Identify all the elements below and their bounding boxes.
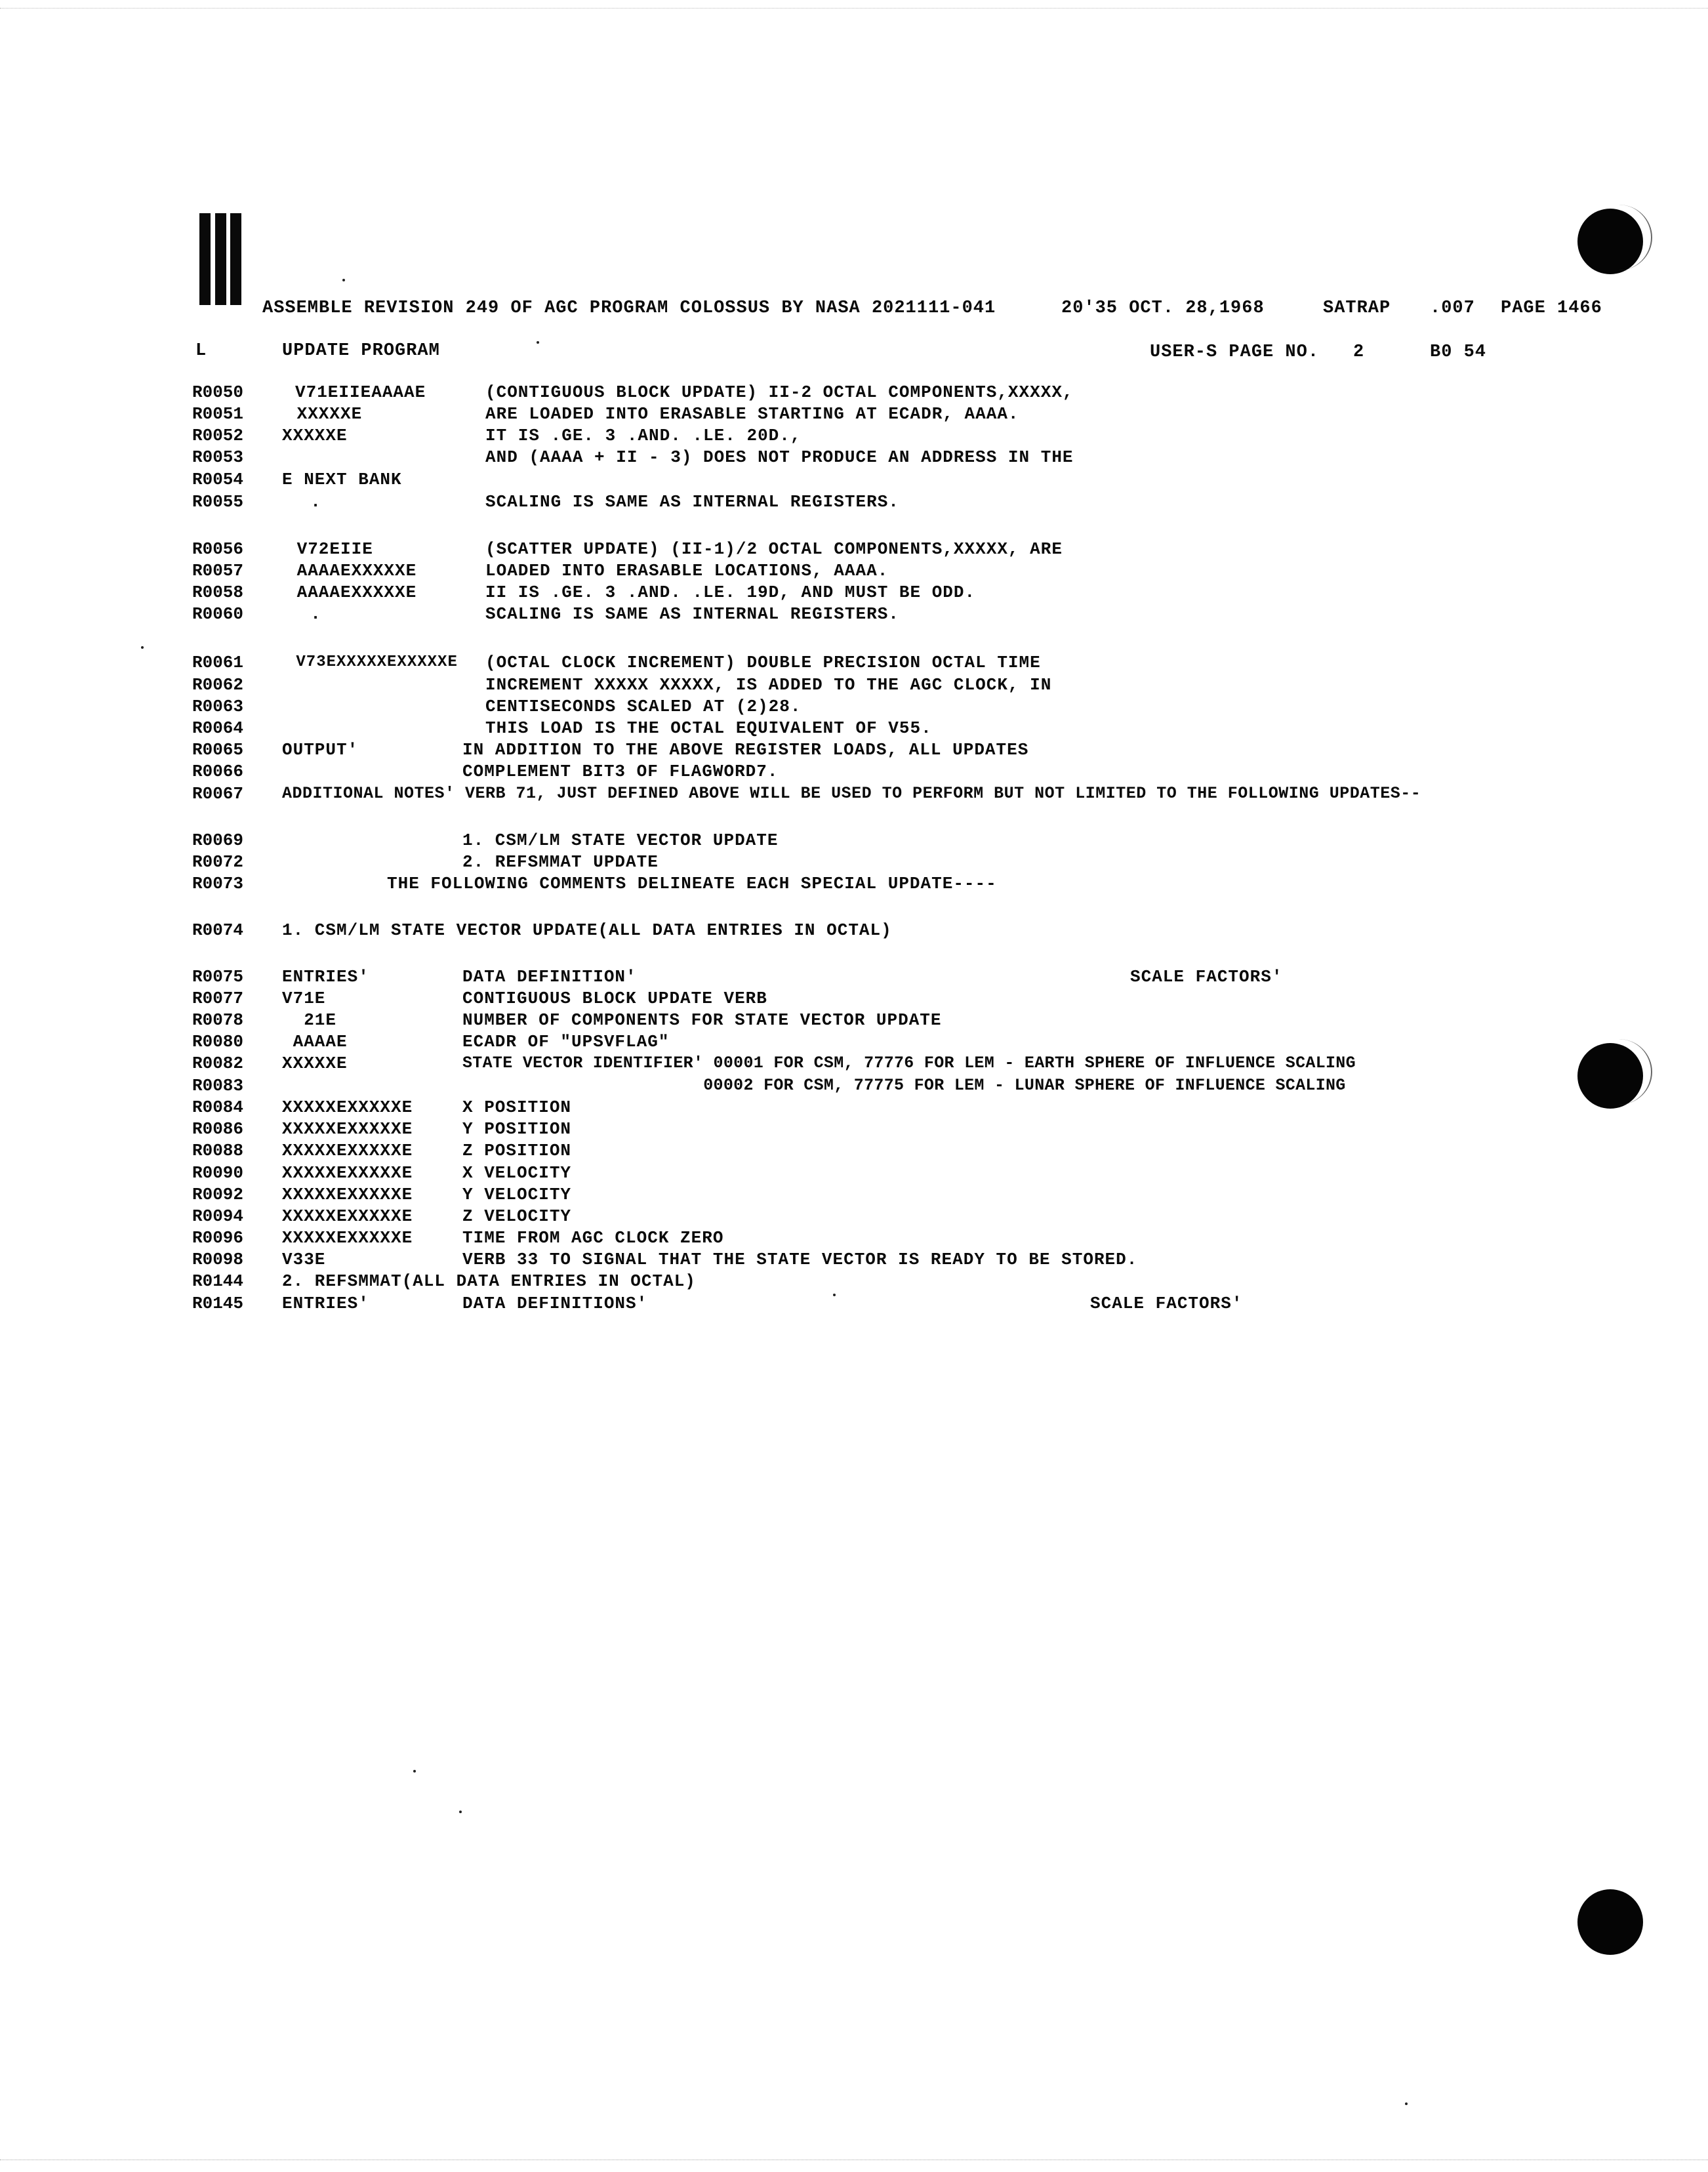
punch-hole-rim	[1585, 1039, 1652, 1105]
sequence-number: R0090	[192, 1163, 244, 1183]
row-label: V71EIIEAAAAE	[295, 382, 426, 402]
sequence-number: R0077	[192, 989, 244, 1008]
row-text: Y VELOCITY	[462, 1185, 572, 1204]
sequence-number: R0058	[192, 583, 244, 602]
punch-hole-bottom	[1577, 1889, 1643, 1955]
row-text: LOADED INTO ERASABLE LOCATIONS, AAAA.	[485, 561, 889, 581]
sequence-number: R0054	[192, 470, 244, 489]
row-text: VERB 33 TO SIGNAL THAT THE STATE VECTOR IS READY TO BE STORED.	[462, 1250, 1138, 1269]
row-label: 1. CSM/LM STATE VECTOR UPDATE(ALL DATA ENTRIES IN OCTAL)	[282, 920, 892, 940]
assembly-title: ASSEMBLE REVISION 249 OF AGC PROGRAM COLOSSUS BY NASA 2021111-041	[262, 298, 996, 318]
row-label: .	[289, 604, 321, 624]
row-text: DATA DEFINITIONS'	[462, 1294, 648, 1313]
sequence-number: R0075	[192, 967, 244, 987]
sequence-number: R0055	[192, 492, 244, 512]
sequence-number: R0067	[192, 784, 244, 804]
row-text: 00002 FOR CSM, 77775 FOR LEM - LUNAR SPHERE OF INFLUENCE SCALING	[462, 1076, 1346, 1095]
row-text: INCREMENT XXXXX XXXXX, IS ADDED TO THE AGC CLOCK, IN	[485, 675, 1052, 695]
row-label: .	[289, 492, 321, 512]
row-label: E NEXT BANK	[282, 470, 402, 489]
row-label: XXXXXEXXXXXE	[282, 1228, 413, 1248]
row-label: XXXXXEXXXXXE	[282, 1141, 413, 1160]
row-label: XXXXXEXXXXXE	[282, 1163, 413, 1183]
row-text: X VELOCITY	[462, 1163, 572, 1183]
row-label: V33E	[282, 1250, 326, 1269]
sequence-number: R0062	[192, 675, 244, 695]
binder-mark	[199, 213, 211, 305]
sequence-number: R0061	[192, 653, 244, 672]
sequence-number: R0078	[192, 1010, 244, 1030]
sequence-number: R0050	[192, 382, 244, 402]
binder-mark	[215, 213, 226, 305]
scale-factors-heading: SCALE FACTORS'	[1130, 967, 1283, 987]
row-label: XXXXXE	[286, 404, 363, 424]
sequence-number: R0098	[192, 1250, 244, 1269]
sequence-number: R0065	[192, 740, 244, 760]
satrap-label: SATRAP	[1323, 298, 1391, 318]
scan-speck	[537, 341, 539, 344]
scale-factors-heading: SCALE FACTORS'	[1090, 1294, 1243, 1313]
row-text: ECADR OF "UPSVFLAG"	[462, 1032, 670, 1052]
scan-speck	[141, 646, 144, 649]
scan-speck	[342, 279, 345, 281]
sequence-number: R0084	[192, 1097, 244, 1117]
scan-speck	[1405, 2102, 1408, 2105]
scan-bottom-edge	[0, 2160, 1708, 2172]
row-text: X POSITION	[462, 1097, 572, 1117]
sequence-number: R0074	[192, 920, 244, 940]
row-label: ENTRIES'	[282, 967, 369, 987]
sequence-number: R0053	[192, 447, 244, 467]
row-label: XXXXXEXXXXXE	[282, 1097, 413, 1117]
scan-speck	[459, 1811, 462, 1813]
row-text: THE FOLLOWING COMMENTS DELINEATE EACH SPECIAL UPDATE----	[387, 874, 997, 893]
row-text: ARE LOADED INTO ERASABLE STARTING AT ECADR, AAAA.	[485, 404, 1019, 424]
row-label: XXXXXEXXXXXE	[282, 1206, 413, 1226]
sequence-number: R0056	[192, 539, 244, 559]
row-text: Z VELOCITY	[462, 1206, 572, 1226]
row-text: (SCATTER UPDATE) (II-1)/2 OCTAL COMPONENTS,XXXXX, ARE	[485, 539, 1063, 559]
row-label: 2. REFSMMAT(ALL DATA ENTRIES IN OCTAL)	[282, 1271, 696, 1291]
row-label: XXXXXEXXXXXE	[282, 1185, 413, 1204]
row-text: 2. REFSMMAT UPDATE	[462, 852, 659, 872]
row-text: SCALING IS SAME AS INTERNAL REGISTERS.	[485, 604, 899, 624]
sequence-number: R0064	[192, 718, 244, 738]
row-text: II IS .GE. 3 .AND. .LE. 19D, AND MUST BE ODD.	[485, 583, 976, 602]
sequence-number: R0073	[192, 874, 244, 893]
row-text: (OCTAL CLOCK INCREMENT) DOUBLE PRECISION OCTAL TIME	[485, 653, 1041, 672]
row-label: ADDITIONAL NOTES' VERB 71, JUST DEFINED ABOVE WILL BE USED TO PERFORM BUT NOT LIMITED TO THE FOLLOWING UPDATES--	[282, 784, 1421, 803]
row-text: CENTISECONDS SCALED AT (2)28.	[485, 697, 802, 716]
row-label: XXXXXE	[282, 1054, 348, 1073]
user-page-number: 2	[1353, 342, 1365, 362]
sequence-number: R0082	[192, 1054, 244, 1073]
row-label: OUTPUT'	[282, 740, 359, 760]
row-label: AAAAEXXXXXE	[286, 583, 417, 602]
listing-marker: L	[195, 341, 207, 361]
sequence-number: R0144	[192, 1271, 244, 1291]
sequence-number: R0060	[192, 604, 244, 624]
user-page-label: USER-S PAGE NO.	[1150, 342, 1320, 362]
row-label: V73EXXXXXEXXXXXE	[286, 653, 458, 671]
section-title: UPDATE PROGRAM	[282, 341, 440, 361]
row-label: V71E	[282, 989, 326, 1008]
binder-mark	[230, 213, 241, 305]
bo-label: B0 54	[1430, 342, 1487, 362]
row-label: V72EIIE	[286, 539, 373, 559]
sequence-number: R0092	[192, 1185, 244, 1204]
sequence-number: R0052	[192, 426, 244, 445]
row-text: DATA DEFINITION'	[462, 967, 637, 987]
row-label: ENTRIES'	[282, 1294, 369, 1313]
scan-speck	[833, 1294, 836, 1296]
version-label: .007	[1430, 298, 1475, 318]
punch-hole-rim	[1585, 205, 1652, 270]
row-text: THIS LOAD IS THE OCTAL EQUIVALENT OF V55.	[485, 718, 932, 738]
sequence-number: R0086	[192, 1119, 244, 1139]
row-label: AAAAEXXXXXE	[286, 561, 417, 581]
sequence-number: R0069	[192, 830, 244, 850]
sequence-number: R0080	[192, 1032, 244, 1052]
row-text: TIME FROM AGC CLOCK ZERO	[462, 1228, 724, 1248]
row-label: AAAAE	[282, 1032, 348, 1052]
sequence-number: R0072	[192, 852, 244, 872]
row-text: CONTIGUOUS BLOCK UPDATE VERB	[462, 989, 767, 1008]
row-text: 1. CSM/LM STATE VECTOR UPDATE	[462, 830, 779, 850]
page-number: PAGE 1466	[1501, 298, 1602, 318]
row-text: IT IS .GE. 3 .AND. .LE. 20D.,	[485, 426, 802, 445]
assembly-timestamp: 20'35 OCT. 28,1968	[1061, 298, 1265, 318]
sequence-number: R0145	[192, 1294, 244, 1313]
row-text: NUMBER OF COMPONENTS FOR STATE VECTOR UPDATE	[462, 1010, 942, 1030]
row-text: Y POSITION	[462, 1119, 572, 1139]
row-label: XXXXXEXXXXXE	[282, 1119, 413, 1139]
sequence-number: R0051	[192, 404, 244, 424]
sequence-number: R0096	[192, 1228, 244, 1248]
sequence-number: R0083	[192, 1076, 244, 1096]
row-label: XXXXXE	[282, 426, 348, 445]
row-text: Z POSITION	[462, 1141, 572, 1160]
sequence-number: R0066	[192, 762, 244, 781]
scan-speck	[413, 1770, 416, 1772]
sequence-number: R0088	[192, 1141, 244, 1160]
row-text: AND (AAAA + II - 3) DOES NOT PRODUCE AN ADDRESS IN THE	[485, 447, 1074, 467]
row-text: STATE VECTOR IDENTIFIER' 00001 FOR CSM, 77776 FOR LEM - EARTH SPHERE OF INFLUENCE SCALING	[462, 1054, 1356, 1073]
scan-top-edge	[0, 0, 1708, 9]
sequence-number: R0063	[192, 697, 244, 716]
sequence-number: R0057	[192, 561, 244, 581]
row-text: (CONTIGUOUS BLOCK UPDATE) II-2 OCTAL COMPONENTS,XXXXX,	[485, 382, 1074, 402]
row-label: 21E	[282, 1010, 337, 1030]
row-text: IN ADDITION TO THE ABOVE REGISTER LOADS, ALL UPDATES	[462, 740, 1029, 760]
row-text: SCALING IS SAME AS INTERNAL REGISTERS.	[485, 492, 899, 512]
sequence-number: R0094	[192, 1206, 244, 1226]
row-text: COMPLEMENT BIT3 OF FLAGWORD7.	[462, 762, 779, 781]
